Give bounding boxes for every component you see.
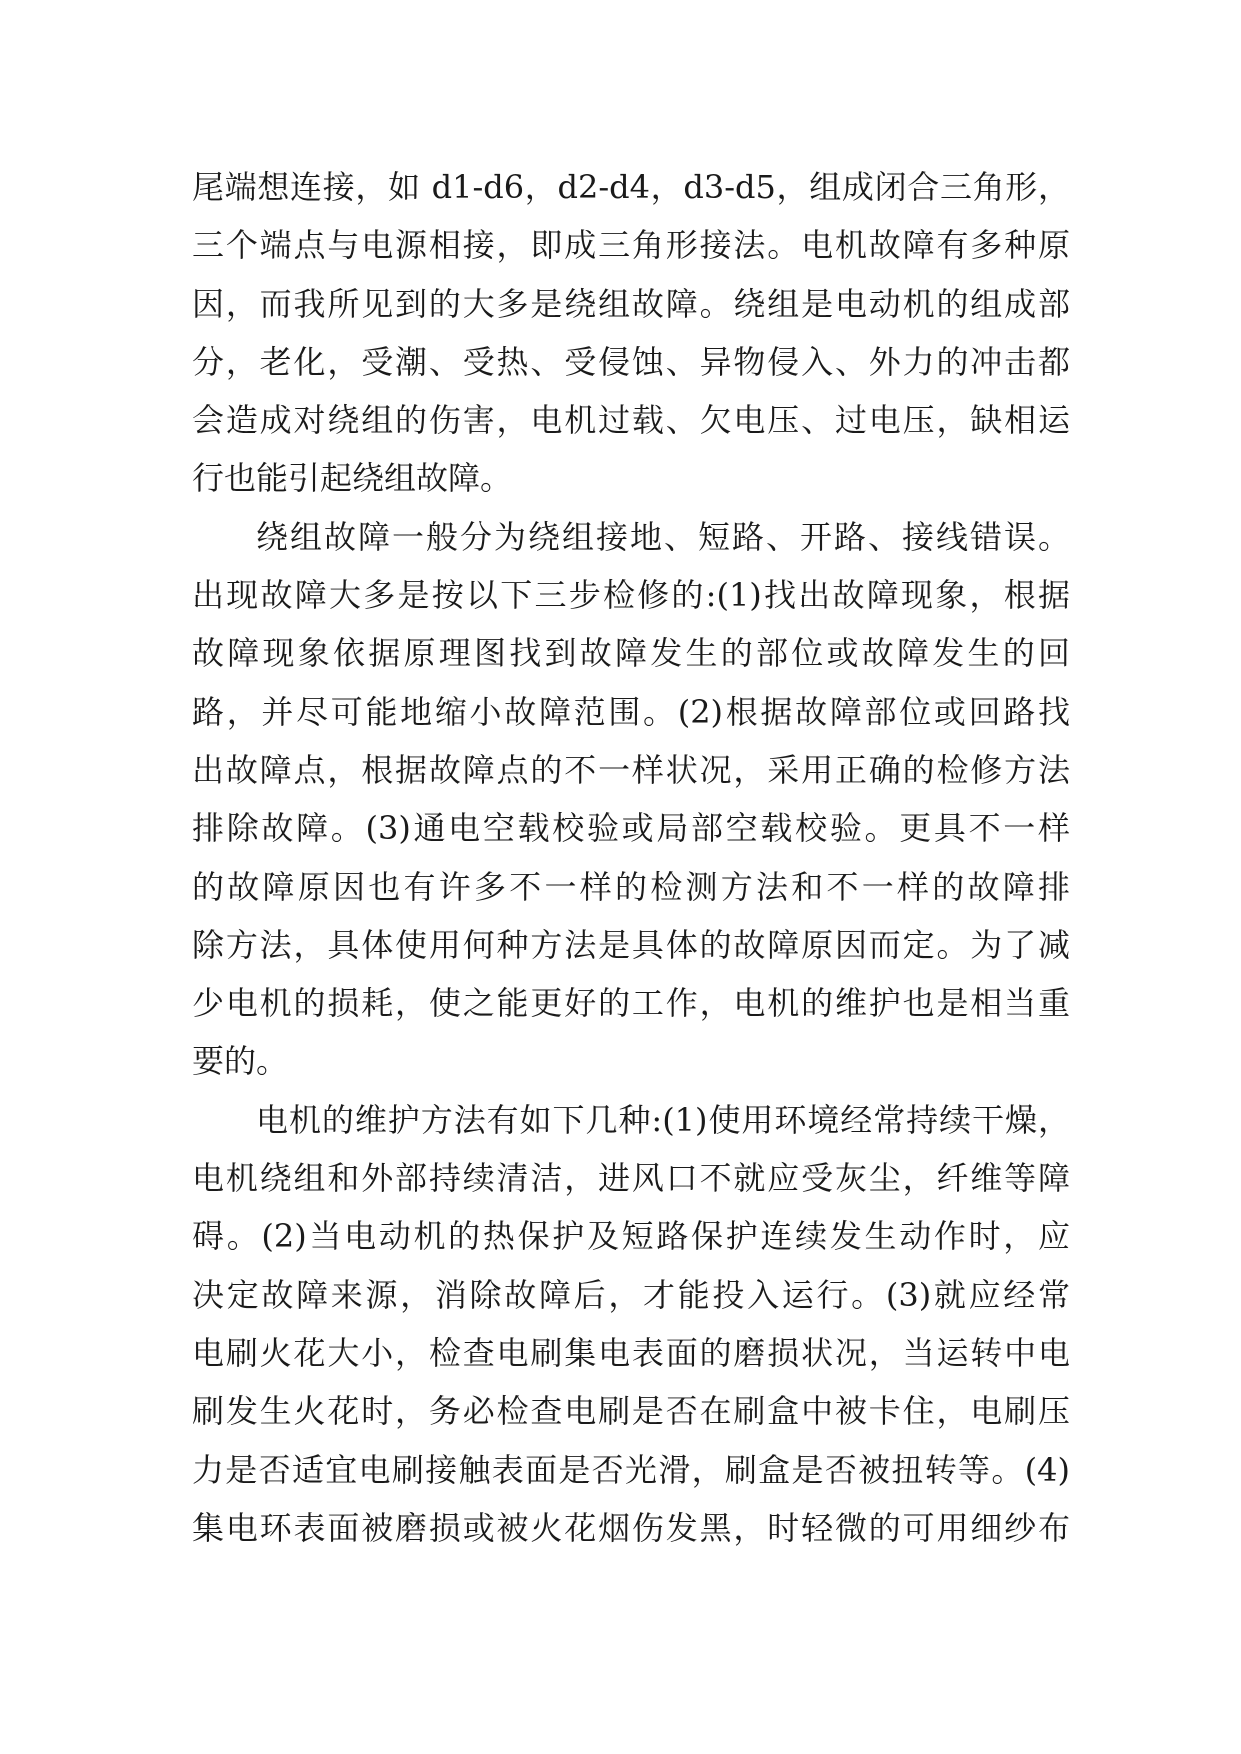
text-line: 电机绕组和外部持续清洁，进风口不就应受灰尘，纤维等障 (192, 1159, 1070, 1198)
text-line: 行也能引起绕组故障。 (192, 459, 513, 498)
text-line: 会造成对绕组的伤害，电机过载、欠电压、过电压，缺相运 (192, 401, 1070, 440)
text-line: 力是否适宜电刷接触表面是否光滑，刷盒是否被扭转等。(4) (192, 1450, 1070, 1489)
text-line: 少电机的损耗，使之能更好的工作，电机的维护也是相当重 (192, 984, 1070, 1023)
text-line: 故障现象依据原理图找到故障发生的部位或故障发生的回 (192, 634, 1070, 673)
paragraph-1 (192, 158, 1070, 508)
text-line: 碍。(2)当电动机的热保护及短路保护连续发生动作时，应 (192, 1217, 1070, 1256)
text-line: 电刷火花大小，检查电刷集电表面的磨损状况，当运转中电 (192, 1333, 1070, 1372)
text-line: 刷发生火花时，务必检查电刷是否在刷盒中被卡住，电刷压 (192, 1392, 1070, 1431)
paragraph-3 (192, 1091, 1070, 1557)
text-line: 除方法，具体使用何种方法是具体的故障原因而定。为了减 (192, 925, 1070, 964)
text-line: 的故障原因也有许多不一样的检测方法和不一样的故障排 (192, 867, 1070, 906)
text-line: 尾端想连接，如 d1-d6，d2-d4，d3-d5，组成闭合三角形， (192, 168, 1070, 206)
text-line: 电机的维护方法有如下几种:(1)使用环境经常持续干燥， (256, 1100, 1070, 1139)
text-line: 路，并尽可能地缩小故障范围。(2)根据故障部位或回路找 (192, 692, 1070, 731)
text-line: 因，而我所见到的大多是绕组故障。绕组是电动机的组成部 (192, 284, 1070, 323)
text-line: 要的。 (192, 1042, 289, 1081)
text-line: 三个端点与电源相接，即成三角形接法。电机故障有多种原 (192, 226, 1070, 265)
paragraph-2 (192, 508, 1070, 1091)
text-line: 排除故障。(3)通电空载校验或局部空载校验。更具不一样 (192, 809, 1070, 848)
text-line: 决定故障来源，消除故障后，才能投入运行。(3)就应经常 (192, 1275, 1070, 1314)
text-line: 集电环表面被磨损或被火花烟伤发黑，时轻微的可用细纱布 (192, 1508, 1070, 1547)
text-line: 出现故障大多是按以下三步检修的:(1)找出故障现象，根据 (192, 576, 1070, 615)
body-text (192, 158, 1070, 1557)
text-line: 出故障点，根据故障点的不一样状况，采用正确的检修方法 (192, 750, 1070, 789)
text-line: 绕组故障一般分为绕组接地、短路、开路、接线错误。 (256, 517, 1070, 556)
text-line: 分，老化，受潮、受热、受侵蚀、异物侵入、外力的冲击都 (192, 342, 1070, 381)
